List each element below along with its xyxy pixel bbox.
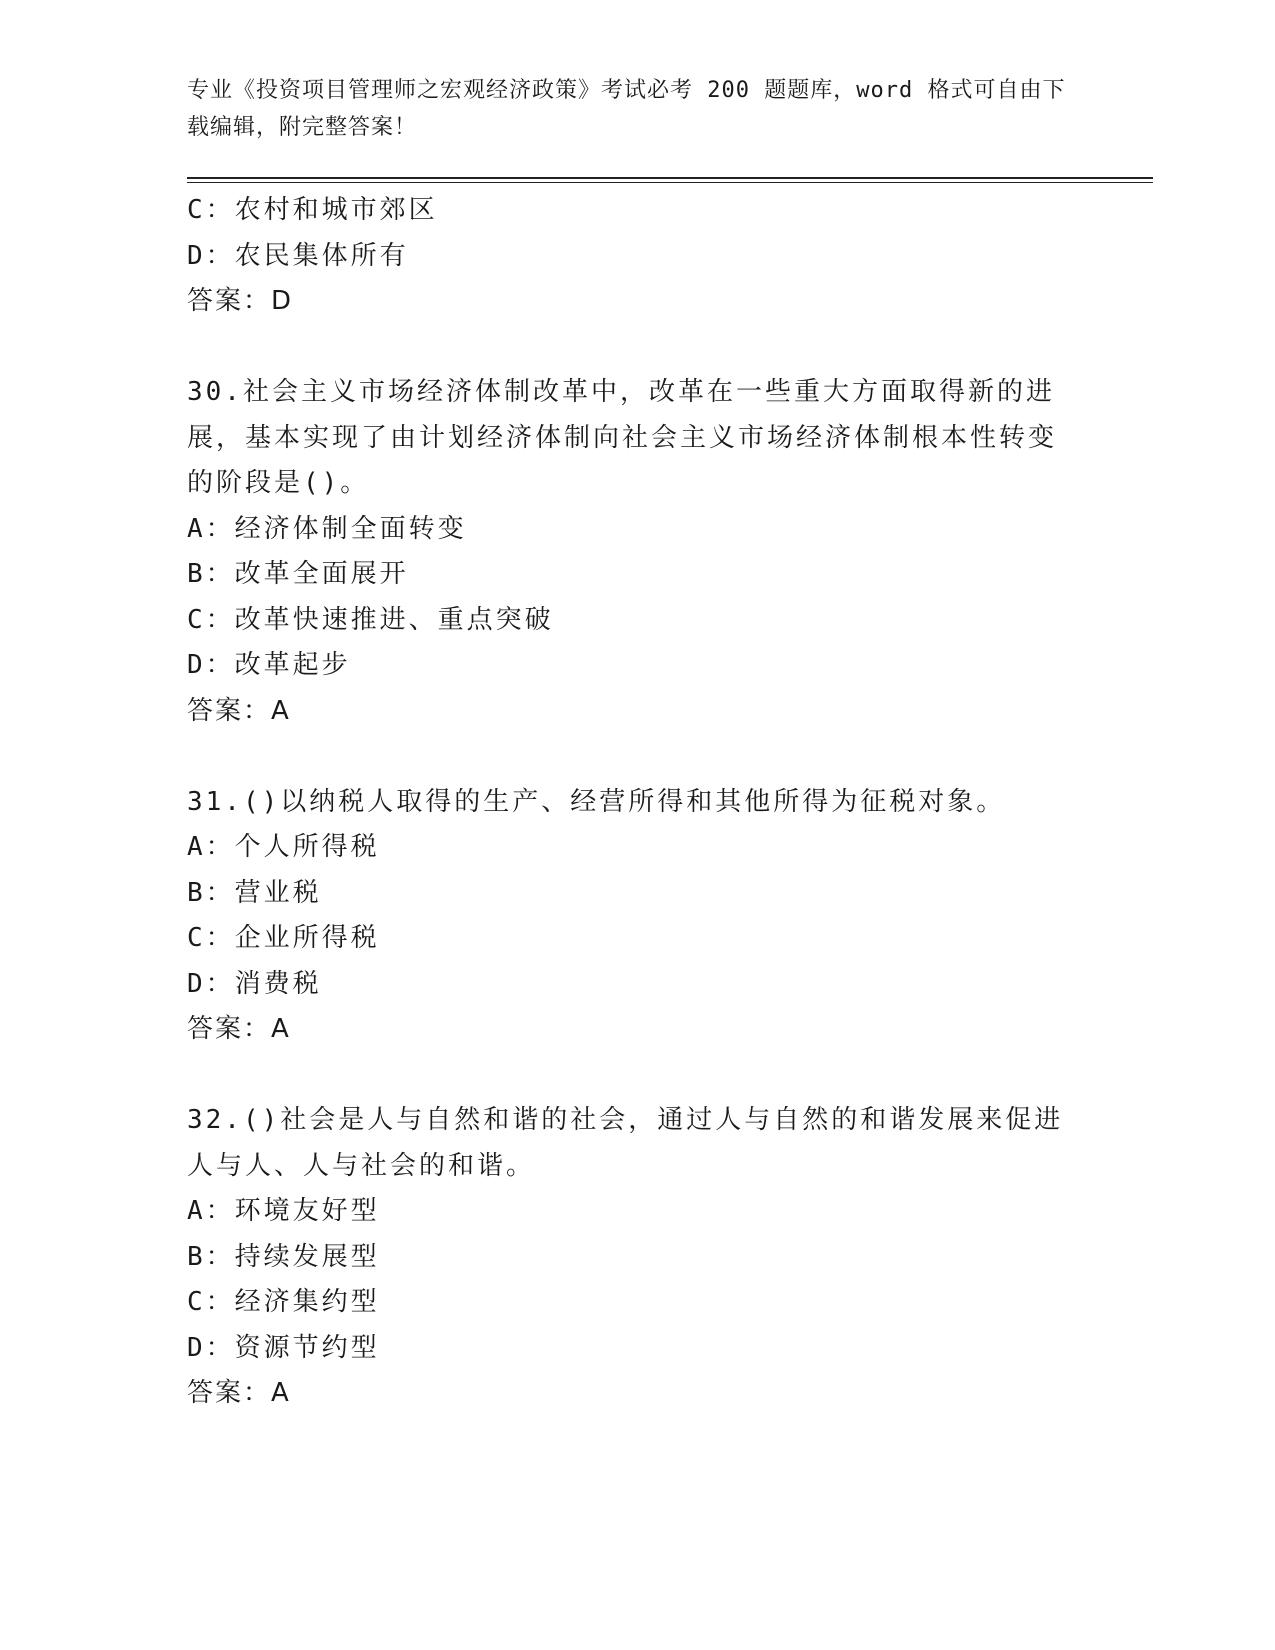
option-text: 改革全面展开: [234, 559, 409, 589]
question-29-continuation: [187, 188, 1087, 325]
option-c: [187, 598, 1087, 644]
option-c: [187, 1280, 1087, 1326]
answer-line: 答案：A: [187, 1014, 291, 1044]
spacer: [187, 1053, 1087, 1099]
option-text: 消费税: [234, 968, 322, 999]
option-label: C：: [187, 923, 235, 953]
option-text: 企业所得税: [234, 923, 380, 953]
option-d: [187, 962, 1087, 1008]
option-c: [187, 188, 1087, 234]
option-label: A：: [187, 1196, 235, 1226]
spacer: [187, 325, 1087, 371]
header-divider-thick: [187, 177, 1153, 179]
option-text: 改革起步: [234, 650, 351, 680]
option-text: 经济体制全面转变: [234, 513, 467, 544]
option-label: C：: [187, 195, 235, 225]
header-divider-thin: [187, 182, 1153, 183]
option-text: 资源节约型: [234, 1332, 380, 1363]
option-b: [187, 1235, 1087, 1281]
option-label: D：: [187, 240, 235, 271]
option-text: 持续发展型: [234, 1241, 380, 1272]
option-text: 营业税: [234, 877, 322, 908]
option-label: B：: [187, 1241, 235, 1272]
option-label: D：: [187, 1332, 235, 1363]
question-32: [187, 1098, 1087, 1417]
option-label: D：: [187, 968, 235, 999]
option-label: C：: [187, 604, 235, 635]
question-stem: 32.()社会是人与自然和谐的社会，通过人与自然的和谐发展来促进人与人、人与社会的和谐。: [187, 1105, 1064, 1181]
answer-line: 答案：A: [187, 695, 291, 726]
option-text: 农民集体所有: [234, 240, 409, 271]
question-list: [187, 188, 1087, 1417]
option-a: [187, 1189, 1087, 1235]
question-31: [187, 780, 1087, 1053]
option-c: [187, 916, 1087, 962]
answer-line: 答案：A: [187, 1378, 291, 1408]
option-text: 环境友好型: [234, 1196, 380, 1226]
question-stem: 31.()以纳税人取得的生产、经营所得和其他所得为征税对象。: [187, 786, 1006, 817]
option-text: 经济集约型: [234, 1287, 380, 1317]
answer-line: 答案：D: [187, 286, 294, 316]
option-label: B：: [187, 877, 235, 908]
option-d: [187, 1326, 1087, 1372]
option-label: A：: [187, 513, 235, 544]
option-d: [187, 643, 1087, 689]
option-label: C：: [187, 1287, 235, 1317]
option-a: [187, 825, 1087, 871]
option-a: [187, 507, 1087, 553]
option-d: [187, 234, 1087, 280]
option-text: 改革快速推进、重点突破: [234, 604, 554, 635]
option-text: 农村和城市郊区: [234, 195, 438, 225]
question-30: [187, 370, 1087, 734]
option-b: [187, 871, 1087, 917]
option-label: A：: [187, 832, 235, 862]
page-header: 专业《投资项目管理师之宏观经济政策》考试必考 200 题题库，word 格式可自由下载编辑，附完整答案！: [187, 78, 1066, 140]
option-b: [187, 552, 1087, 598]
option-label: D：: [187, 650, 235, 680]
question-stem: 30.社会主义市场经济体制改革中，改革在一些重大方面取得新的进展，基本实现了由计划经济体制向社会主义市场经济体制根本性转变的阶段是()。: [187, 377, 1058, 498]
spacer: [187, 734, 1087, 780]
option-text: 个人所得税: [234, 832, 380, 862]
option-label: B：: [187, 559, 235, 589]
